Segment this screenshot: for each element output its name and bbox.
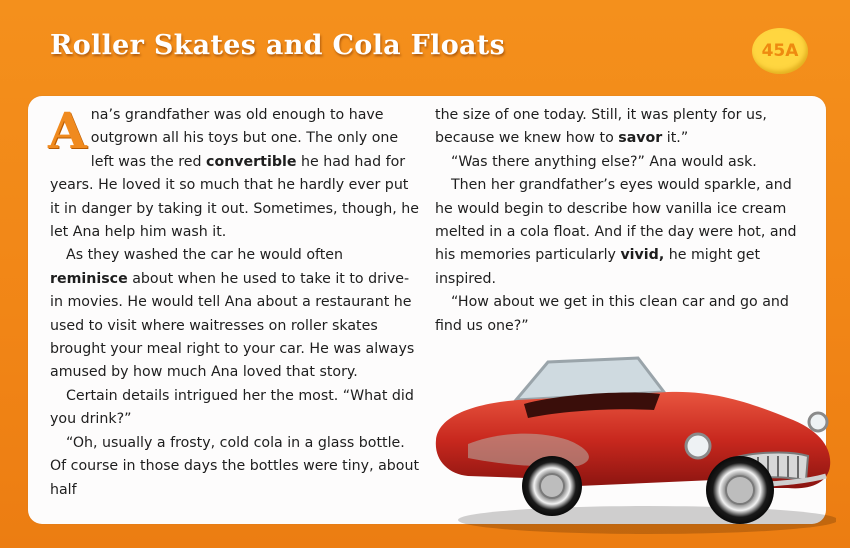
paragraph-8: “How about we get in this clean car and go and find us one?”: [435, 294, 789, 334]
paragraph-2: As they washed the car he would often reminisce about when he used to take it to drive-in movies. He would tell Ana about a restaurant he used to visit where waitresses on roller skates brought your meal right to your car. He was always amused by how much Ana loved that story.: [50, 247, 415, 381]
vocab-vivid: vivid,: [620, 247, 665, 264]
paragraph-3: Certain details intrigued her the most. “What did you drink?”: [50, 387, 414, 428]
vocab-reminisce: reminisce: [50, 270, 128, 287]
vocab-convertible: convertible: [206, 153, 297, 170]
right-column: [435, 104, 807, 338]
page-badge: 45A: [752, 28, 808, 74]
drop-cap: A: [48, 101, 87, 160]
paragraph-1: Ana’s grandfather was old enough to have outgrown all his toys but one. The only one left was the red convertible he had had for years. He loved it so much that he hardly ever put it in danger by taking it out. Sometimes, though, he let Ana help him wash it.: [48, 101, 419, 241]
paragraph-4: “Oh, usually a frosty, cold cola in a glass bottle. Of course in those days the bottles were tiny, about half: [50, 434, 420, 498]
red-convertible-car-image: [428, 348, 836, 538]
page-title: Roller Skates and Cola Floats: [50, 30, 506, 61]
vocab-savor: savor: [618, 130, 663, 147]
left-column: [48, 101, 422, 502]
paragraph-5: the size of one today. Still, it was plenty for us, because we knew how to savor it.”: [435, 107, 767, 147]
paragraph-7: Then her grandfather’s eyes would sparkle, and he would begin to describe how vanilla ice cream melted in a cola float. And if the day were hot, and his memories particularly vivid, he might get inspired.: [435, 177, 797, 287]
paragraph-6: “Was there anything else?” Ana would ask.: [451, 153, 757, 170]
